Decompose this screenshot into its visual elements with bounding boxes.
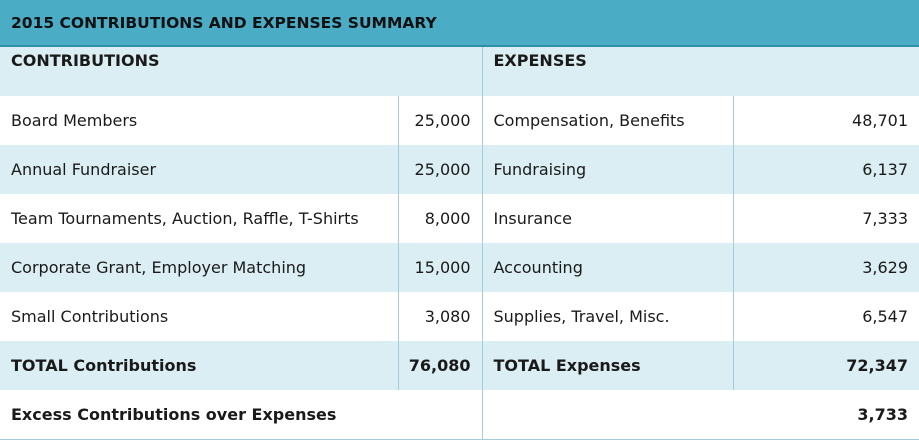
expense-value: 7,333 — [733, 194, 919, 243]
contribution-label: Team Tournaments, Auction, Raffle, T-Shirts — [0, 194, 398, 243]
table-row — [0, 243, 919, 292]
contribution-label: Annual Fundraiser — [0, 145, 398, 194]
contribution-label: Corporate Grant, Employer Matching — [0, 243, 398, 292]
contribution-label: Board Members — [0, 96, 398, 145]
totals-row — [0, 341, 919, 390]
header-row — [0, 47, 919, 96]
total-expenses-label: TOTAL Expenses — [482, 341, 733, 390]
expense-label: Accounting — [482, 243, 733, 292]
contribution-label: Small Contributions — [0, 292, 398, 341]
total-expenses-value: 72,347 — [733, 341, 919, 390]
table-row — [0, 194, 919, 243]
total-contributions-label: TOTAL Contributions — [0, 341, 398, 390]
expense-value: 6,137 — [733, 145, 919, 194]
expense-value: 6,547 — [733, 292, 919, 341]
expenses-header: EXPENSES — [482, 47, 919, 96]
contribution-value: 25,000 — [398, 145, 482, 194]
contributions-header: CONTRIBUTIONS — [0, 47, 482, 96]
summary-table — [0, 47, 919, 440]
table-row — [0, 292, 919, 341]
table-row — [0, 145, 919, 194]
expense-label: Insurance — [482, 194, 733, 243]
expense-value: 48,701 — [733, 96, 919, 145]
contribution-value: 15,000 — [398, 243, 482, 292]
contribution-value: 3,080 — [398, 292, 482, 341]
contribution-value: 8,000 — [398, 194, 482, 243]
table-row — [0, 96, 919, 145]
expense-label: Supplies, Travel, Misc. — [482, 292, 733, 341]
contribution-value: 25,000 — [398, 96, 482, 145]
expense-label: Fundraising — [482, 145, 733, 194]
excess-row — [0, 390, 919, 439]
sheet-title: 2015 CONTRIBUTIONS AND EXPENSES SUMMARY — [0, 0, 919, 47]
total-contributions-value: 76,080 — [398, 341, 482, 390]
excess-label: Excess Contributions over Expenses — [0, 390, 482, 439]
excess-value: 3,733 — [482, 390, 919, 439]
expense-label: Compensation, Benefits — [482, 96, 733, 145]
expense-value: 3,629 — [733, 243, 919, 292]
